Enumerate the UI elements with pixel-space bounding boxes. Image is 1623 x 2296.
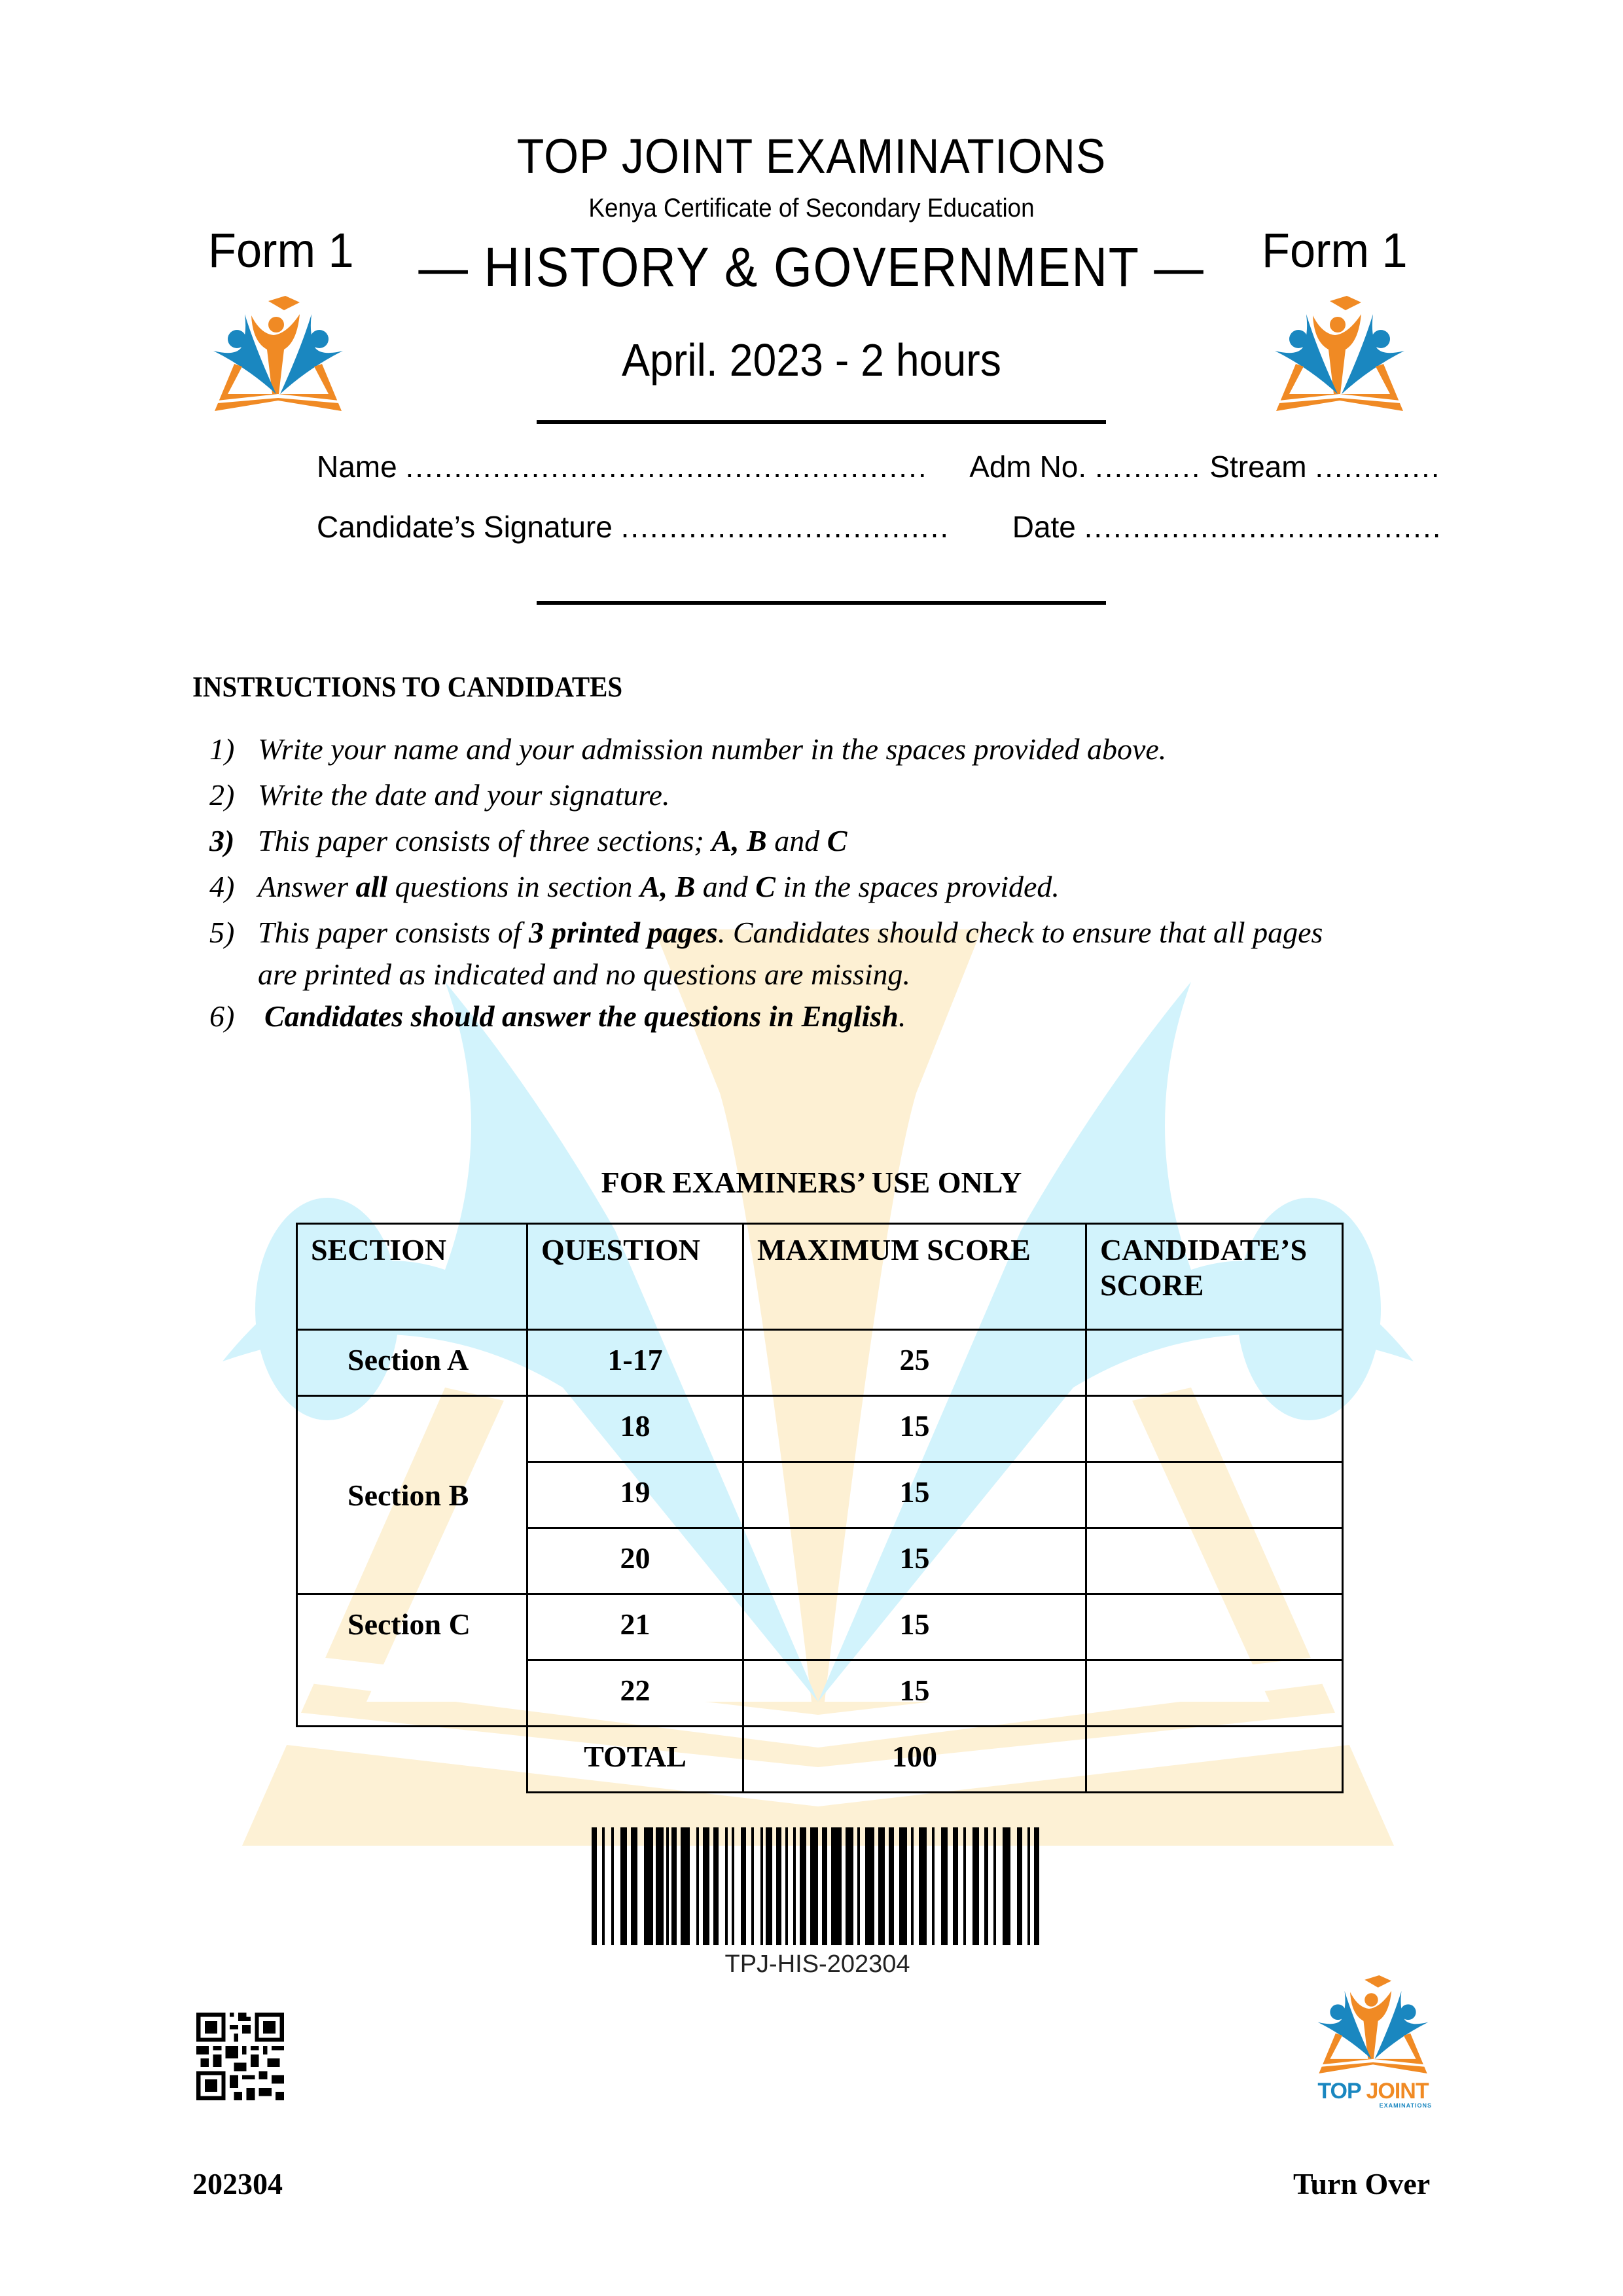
max-score-cell: 15 [743, 1462, 1086, 1528]
logo-tagline: EXAMINATIONS [1379, 2102, 1432, 2109]
total-label: TOTAL [527, 1727, 743, 1793]
examiners-table-title: FOR EXAMINERS’ USE ONLY [601, 1166, 1022, 1199]
top-joint-brand-logo [1301, 1975, 1445, 2113]
instruction-item: 3) This paper consists of three sections; A, B and C [209, 824, 847, 857]
examiners-score-table [296, 1223, 1344, 1793]
adm-no-field[interactable]: ........... [1094, 450, 1202, 484]
instruction-item: 4) Answer all questions in section A, B and C in the spaces provided. [209, 870, 1060, 903]
section-cell: Section A [297, 1330, 527, 1396]
signature-label: Candidate’s Signature [317, 510, 613, 544]
header-section: SECTION [297, 1224, 527, 1330]
question-cell: 20 [527, 1528, 743, 1594]
logo-word-top: TOP [1317, 2079, 1361, 2104]
max-score-cell: 15 [743, 1594, 1086, 1660]
header-maximum-score: MAXIMUM SCORE [743, 1224, 1086, 1330]
adm-no-label: Adm No. [969, 450, 1087, 484]
date-field[interactable]: ..................................... [1084, 510, 1442, 544]
form-level-left: Form 1 [208, 223, 354, 278]
subject-title: — HISTORY & GOVERNMENT — [418, 236, 1205, 298]
date-label: Date [1012, 510, 1076, 544]
candidate-score-cell[interactable] [1086, 1462, 1343, 1528]
max-score-cell: 15 [743, 1396, 1086, 1462]
candidate-score-cell[interactable] [1086, 1528, 1343, 1594]
barcode-icon [592, 1827, 1043, 1945]
section-cell: Section C [297, 1594, 527, 1727]
instruction-item: 6) Candidates should answer the questions in English. [209, 999, 906, 1033]
exam-body-title: TOP JOINT EXAMINATIONS [516, 129, 1107, 183]
candidate-score-cell[interactable] [1086, 1396, 1343, 1462]
instruction-item: 1) Write your name and your admission number in the spaces provided above. [209, 732, 1167, 766]
exam-subtitle: Kenya Certificate of Secondary Education [588, 194, 1035, 223]
header-candidates-score: CANDIDATE’S SCORE [1086, 1224, 1343, 1330]
table-header-row [297, 1224, 1343, 1330]
signature-date-row [317, 509, 1442, 545]
form-level-right: Form 1 [1262, 223, 1408, 278]
candidate-score-cell[interactable] [1086, 1594, 1343, 1660]
max-score-cell: 15 [743, 1660, 1086, 1727]
max-score-cell: 15 [743, 1528, 1086, 1594]
name-field[interactable]: ...................................................... [405, 450, 928, 484]
question-cell: 18 [527, 1396, 743, 1462]
paper-code: 202304 [192, 2167, 283, 2200]
max-score-cell: 25 [743, 1330, 1086, 1396]
stream-label: Stream [1209, 450, 1307, 484]
table-row [297, 1330, 1343, 1396]
empty-cell [297, 1727, 527, 1793]
turn-over-note: Turn Over [1293, 2167, 1431, 2200]
barcode-text: TPJ-HIS-202304 [724, 1950, 910, 1978]
question-cell: 22 [527, 1660, 743, 1727]
qr-code-icon[interactable] [196, 2012, 284, 2101]
divider-bottom [537, 601, 1106, 605]
section-cell: Section B [297, 1396, 527, 1594]
table-row [297, 1594, 1343, 1660]
candidate-score-cell[interactable] [1086, 1330, 1343, 1396]
name-adm-stream-row [317, 449, 1441, 484]
question-cell: 21 [527, 1594, 743, 1660]
instructions-list [209, 726, 1453, 1039]
instruction-item: 2) Write the date and your signature. [209, 778, 670, 812]
table-total-row [297, 1727, 1343, 1793]
top-joint-logo-icon [1308, 1975, 1438, 2073]
table-row [297, 1396, 1343, 1462]
header-question: QUESTION [527, 1224, 743, 1330]
signature-field[interactable]: .................................. [620, 510, 950, 544]
question-cell: 19 [527, 1462, 743, 1528]
instruction-item: 5) This paper consists of 3 printed pages. Candidates should check to ensure that all pages are printed as indicated and no questions are missing. [209, 916, 1323, 991]
name-label: Name [317, 450, 397, 484]
instructions-title: INSTRUCTIONS TO CANDIDATES [192, 671, 623, 703]
stream-field[interactable]: ............. [1315, 450, 1441, 484]
candidate-score-cell[interactable] [1086, 1660, 1343, 1727]
total-max-score: 100 [743, 1727, 1086, 1793]
total-candidate-score[interactable] [1086, 1727, 1343, 1793]
divider-top [537, 420, 1106, 424]
exam-date-duration: April. 2023 - 2 hours [622, 334, 1001, 386]
question-cell: 1-17 [527, 1330, 743, 1396]
logo-word-joint: JOINT [1366, 2079, 1429, 2104]
